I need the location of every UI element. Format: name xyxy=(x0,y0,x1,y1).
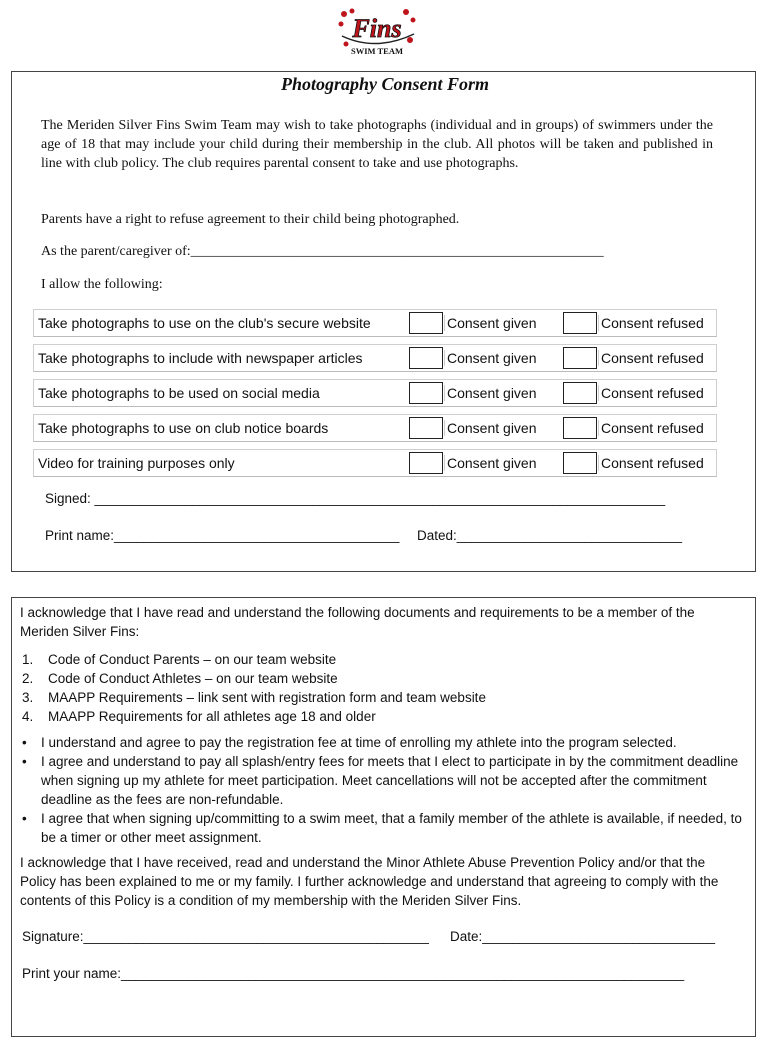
consent-given-label: Consent given xyxy=(444,385,537,401)
bullet-item xyxy=(20,809,742,847)
consent-refused-label: Consent refused xyxy=(598,385,704,401)
allow-heading: I allow the following: xyxy=(41,277,163,292)
consent-refused-label: Consent refused xyxy=(598,455,704,471)
consent-row-label: Take photographs to use on club notice boards xyxy=(38,420,329,436)
consent-given-checkbox[interactable] xyxy=(409,452,443,474)
list-item xyxy=(20,688,486,707)
consent-row xyxy=(33,449,717,477)
consent-given-label: Consent given xyxy=(444,455,537,471)
consent-refused-checkbox[interactable] xyxy=(563,312,597,334)
list-number: 3. xyxy=(22,690,34,705)
bullet-icon: • xyxy=(22,811,27,826)
consent-row-label: Take photographs to be used on social media xyxy=(38,385,320,401)
consent-refused-label: Consent refused xyxy=(598,350,704,366)
parent-caregiver-field[interactable]: As the parent/caregiver of:___________________________________________________________ xyxy=(41,244,604,259)
list-number: 1. xyxy=(22,652,34,667)
intro-paragraph: The Meriden Silver Fins Swim Team may wish to take photographs (individual and in groups) of swimmers under the age of 18 that may include your child during their membership in the club. All photos will be taken and published in line with club policy. The club requires parental consent to take and use photographs. xyxy=(41,118,713,171)
consent-given-label: Consent given xyxy=(444,350,537,366)
requirements-list xyxy=(20,733,742,847)
consent-given-checkbox[interactable] xyxy=(409,382,443,404)
form-title: Photography Consent Form xyxy=(280,74,490,94)
consent-given-label: Consent given xyxy=(444,315,537,331)
list-item xyxy=(20,707,486,726)
consent-given-checkbox[interactable] xyxy=(409,312,443,334)
consent-refused-label: Consent refused xyxy=(598,420,704,436)
signature-field[interactable]: Signature:______________________________________________ xyxy=(22,929,429,944)
consent-row xyxy=(33,414,717,442)
consent-refused-checkbox[interactable] xyxy=(563,347,597,369)
swim-team-logo xyxy=(336,6,418,58)
bullet-icon: • xyxy=(22,754,27,769)
consent-refused-checkbox[interactable] xyxy=(563,452,597,474)
list-text: MAAPP Requirements for all athletes age 18 and older xyxy=(48,709,376,724)
consent-row xyxy=(33,309,717,337)
signed-field[interactable]: Signed: ____________________________________________________________________________ xyxy=(45,491,666,506)
bullet-text: I agree and understand to pay all splash/entry fees for meets that I elect to participate in by the commitment deadline when signing up my athlete for meet participation. Meet cancellations will not be accepted after the commitment deadline as the fees are non-refundable. xyxy=(41,754,739,807)
signature-date-field[interactable]: Date:_______________________________ xyxy=(450,929,716,944)
list-text: Code of Conduct Parents – on our team website xyxy=(48,652,337,667)
bullet-item xyxy=(20,752,742,809)
documents-list xyxy=(20,650,486,726)
consent-refused-checkbox[interactable] xyxy=(563,382,597,404)
consent-row xyxy=(33,344,717,372)
print-name-field[interactable]: Print name:______________________________________ xyxy=(45,528,400,543)
policy-paragraph: I acknowledge that I have received, read and understand the Minor Athlete Abuse Prevention Policy and/or that the Policy has been explained to me or my family. I further acknowledge and understand that agreeing to comply with the contents of this Policy is a condition of my membership with the Meriden Silver Fins. xyxy=(20,855,719,908)
logo-subtitle: SWIM TEAM xyxy=(350,46,404,56)
consent-row-label: Take photographs to include with newspaper articles xyxy=(38,350,363,366)
consent-given-checkbox[interactable] xyxy=(409,417,443,439)
consent-given-checkbox[interactable] xyxy=(409,347,443,369)
list-item xyxy=(20,650,486,669)
consent-row-label: Video for training purposes only xyxy=(38,455,235,471)
dated-field[interactable]: Dated:______________________________ xyxy=(417,528,683,543)
consent-refused-checkbox[interactable] xyxy=(563,417,597,439)
list-text: Code of Conduct Athletes – on our team website xyxy=(48,671,338,686)
list-item xyxy=(20,669,486,688)
list-number: 4. xyxy=(22,709,34,724)
bullet-text: I understand and agree to pay the registration fee at time of enrolling my athlete into the program selected. xyxy=(41,735,677,750)
list-text: MAAPP Requirements – link sent with registration form and team website xyxy=(48,690,486,705)
consent-row xyxy=(33,379,717,407)
consent-refused-label: Consent refused xyxy=(598,315,704,331)
consent-row-label: Take photographs to use on the club's secure website xyxy=(38,315,371,331)
ack-intro: I acknowledge that I have read and understand the following documents and requirements to be a member of the Meriden Silver Fins: xyxy=(20,605,695,639)
bullet-icon: • xyxy=(22,735,27,750)
bullet-text: I agree that when signing up/committing to a swim meet, that a family member of the athlete is available, if needed, to be a timer or other meet assignment. xyxy=(41,811,742,845)
logo-brand: Fins xyxy=(352,14,402,43)
list-number: 2. xyxy=(22,671,34,686)
print-your-name-field[interactable]: Print your name:___________________________________________________________________________ xyxy=(22,966,685,981)
bullet-item xyxy=(20,733,742,752)
consent-given-label: Consent given xyxy=(444,420,537,436)
parents-right-text: Parents have a right to refuse agreement to their child being photographed. xyxy=(41,212,460,227)
